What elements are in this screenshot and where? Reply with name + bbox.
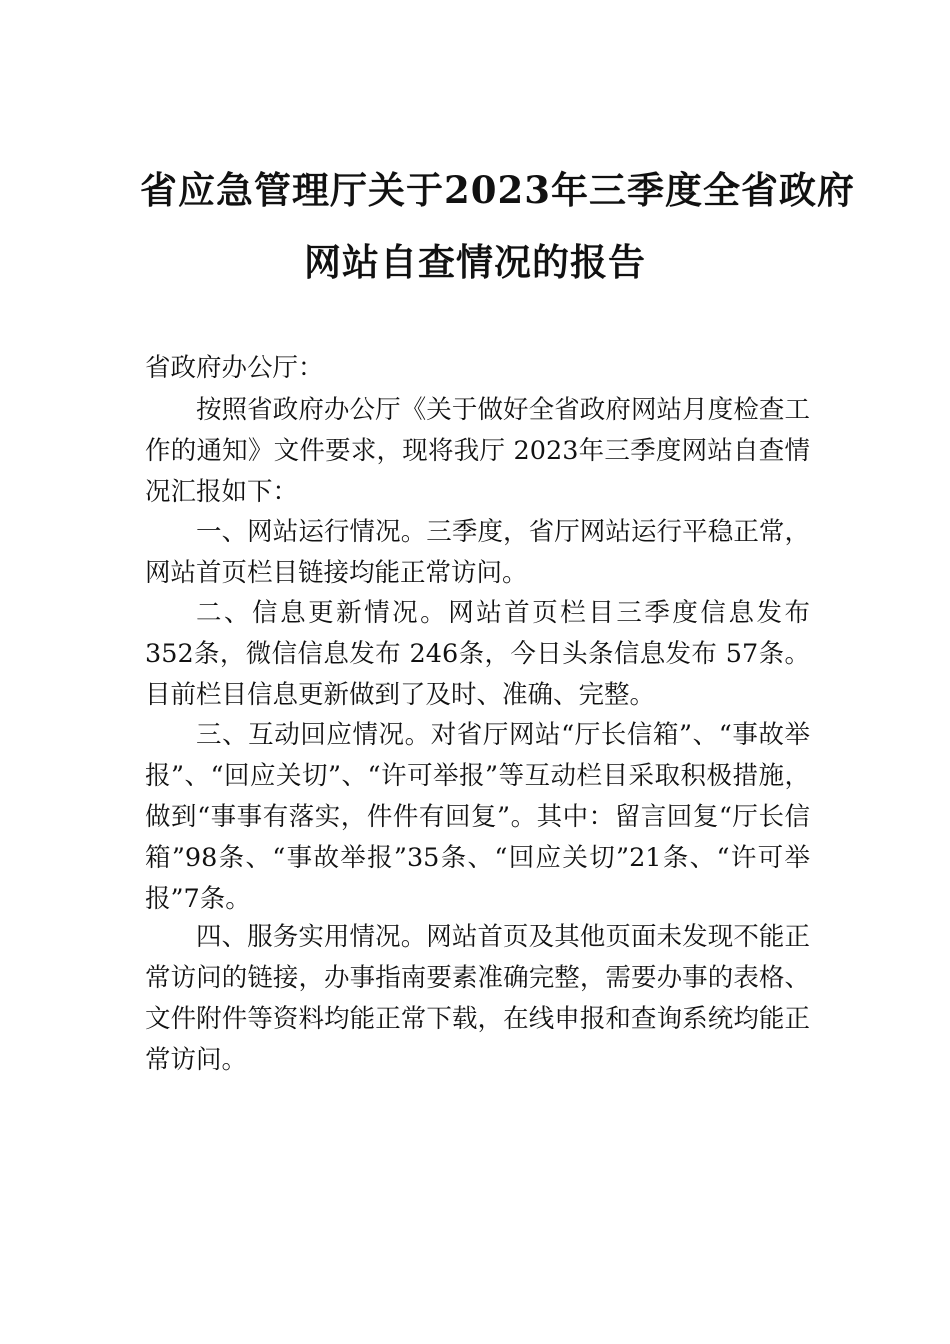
paragraph-interaction-response: 三、互动回应情况。对省厅网站“厅长信箱”、“事故举报”、“回应关切”、“许可举报”等互动栏目采取积极措施， 做到“事事有落实，件件有回复”。其中：留言回复“厅长信箱”98条、“事故举报”35条、“回应关切”21条、“许可举报”7条。 [145, 720, 810, 914]
paragraph-information-update: 二、信息更新情况。网站首页栏目三季度信息发布 352条，微信信息发布 246条，今日头条信息发布 57条。目前栏目信息更新做到了及时、准确、完整。 [145, 598, 810, 710]
paragraph-intro: 按照省政府办公厅《关于做好全省政府网站月度检查工作的通知》文件要求，现将我厅 2023年三季度网站自查情况汇报如下： [145, 395, 810, 507]
document-title-line-2: 网站自查情况的报告 [304, 240, 646, 284]
paragraph-website-operation: 一、网站运行情况。三季度，省厅网站运行平稳正常，网站首页栏目链接均能正常访问。 [145, 517, 810, 588]
paragraph-service-practicality: 四、服务实用情况。网站首页及其他页面未发现不能正常访问的链接，办事指南要素准确完整，需要办事的表格、 文件附件等资料均能正常下载，在线申报和查询系统均能正常访问。 [145, 922, 810, 1075]
salutation: 省政府办公厅： [145, 353, 324, 383]
document-title-line-1: 省应急管理厅关于2023年三季度全省政府 [140, 168, 855, 212]
